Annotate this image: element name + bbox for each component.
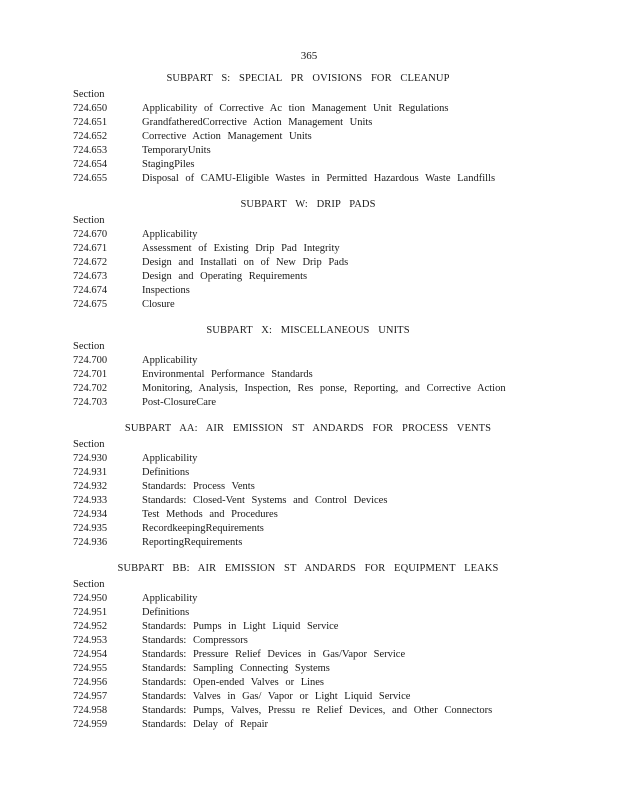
toc-row (73, 718, 543, 732)
subpart-title: SUBPART X: MISCELLANEOUS UNITS (206, 325, 410, 336)
section-title: Standards: Delay of Repair (142, 719, 269, 730)
toc-row (73, 494, 543, 508)
section-title: RecordkeepingRequirements (142, 523, 264, 534)
section-title: Applicability of Corrective Ac tion Management Unit Regulations (142, 103, 449, 114)
section-number: 724.655 (73, 173, 108, 184)
section-number: 724.650 (73, 103, 108, 114)
section-number: 724.956 (73, 677, 108, 688)
section-title: Definitions (142, 467, 190, 478)
toc-row (73, 298, 543, 312)
section-label: Section (73, 439, 105, 450)
section-number: 724.950 (73, 593, 108, 604)
section-title: ReportingRequirements (142, 537, 243, 548)
section-number: 724.953 (73, 635, 108, 646)
section-number: 724.931 (73, 467, 108, 478)
toc-row (73, 662, 543, 676)
subpart-title: SUBPART AA: AIR EMISSION ST ANDARDS FOR PROCESS VENTS (124, 423, 492, 434)
section-title: Closure (142, 299, 175, 310)
toc-row (73, 522, 543, 536)
section-title: Standards: Pumps, Valves, Pressu re Relief Devices, and Other Connectors (142, 705, 493, 716)
section-number: 724.702 (73, 383, 108, 394)
section-title: Applicability (142, 355, 198, 366)
toc-row (73, 704, 543, 718)
section-number: 724.700 (73, 355, 108, 366)
toc-row (73, 452, 543, 466)
section-number: 724.936 (73, 537, 108, 548)
toc-row (73, 256, 543, 270)
section-title: Standards: Open-ended Valves or Lines (142, 677, 325, 688)
toc-row (73, 690, 543, 704)
toc-row (73, 620, 543, 634)
section-title: Post-ClosureCare (142, 397, 217, 408)
section-number: 724.932 (73, 481, 108, 492)
section-number: 724.933 (73, 495, 108, 506)
section-number: 724.703 (73, 397, 108, 408)
section-label: Section (73, 341, 105, 352)
section-title: Standards: Pressure Relief Devices in Gas/Vapor Service (142, 649, 406, 660)
section-title: Applicability (142, 229, 198, 240)
section-number: 724.954 (73, 649, 108, 660)
page-number: 365 (300, 50, 318, 62)
section-number: 724.675 (73, 299, 108, 310)
subpart-w (73, 198, 543, 312)
section-number: 724.672 (73, 257, 108, 268)
section-number: 724.701 (73, 369, 108, 380)
toc-row (73, 676, 543, 690)
section-title: Applicability (142, 593, 198, 604)
section-title: Standards: Pumps in Light Liquid Service (142, 621, 339, 632)
toc-row (73, 228, 543, 242)
section-number: 724.930 (73, 453, 108, 464)
section-label: Section (73, 579, 105, 590)
section-label: Section (73, 89, 105, 100)
section-title: TemporaryUnits (142, 145, 211, 156)
toc-row (73, 634, 543, 648)
section-title: GrandfatheredCorrective Action Management Units (142, 117, 373, 128)
section-number: 724.652 (73, 131, 108, 142)
toc-row (73, 606, 543, 620)
toc-row (73, 270, 543, 284)
toc-row (73, 648, 543, 662)
section-number: 724.955 (73, 663, 108, 674)
subpart-title: SUBPART S: SPECIAL PR OVISIONS FOR CLEANUP (166, 73, 450, 84)
subpart-aa (73, 422, 543, 550)
subpart-title: SUBPART W: DRIP PADS (240, 199, 376, 210)
section-title: Definitions (142, 607, 190, 618)
section-title: Environmental Performance Standards (142, 369, 313, 380)
section-number: 724.951 (73, 607, 108, 618)
section-title: Design and Installati on of New Drip Pads (142, 257, 349, 268)
toc-row (73, 144, 543, 158)
toc-row (73, 536, 543, 550)
section-title: Assessment of Existing Drip Pad Integrity (142, 243, 340, 254)
toc-row (73, 368, 543, 382)
section-number: 724.674 (73, 285, 108, 296)
toc-row (73, 130, 543, 144)
section-title: Standards: Compressors (142, 635, 248, 646)
section-number: 724.671 (73, 243, 108, 254)
toc-row (73, 242, 543, 256)
section-number: 724.651 (73, 117, 108, 128)
section-title: Test Methods and Procedures (142, 509, 278, 520)
toc-row (73, 354, 543, 368)
table-of-contents (73, 72, 543, 732)
toc-row (73, 480, 543, 494)
subpart-s (73, 72, 543, 186)
toc-row (73, 172, 543, 186)
toc-row (73, 508, 543, 522)
toc-row (73, 116, 543, 130)
section-number: 724.957 (73, 691, 108, 702)
section-number: 724.670 (73, 229, 108, 240)
subpart-bb (73, 562, 543, 732)
section-title: Standards: Valves in Gas/ Vapor or Light Liquid Service (142, 691, 411, 702)
section-title: Standards: Process Vents (142, 481, 255, 492)
toc-row (73, 158, 543, 172)
section-number: 724.653 (73, 145, 108, 156)
section-title: StagingPiles (142, 159, 195, 170)
toc-row (73, 396, 543, 410)
toc-row (73, 284, 543, 298)
section-number: 724.952 (73, 621, 108, 632)
section-title: Monitoring, Analysis, Inspection, Res ponse, Reporting, and Corrective Action (142, 383, 506, 394)
section-number: 724.654 (73, 159, 108, 170)
section-title: Inspections (142, 285, 190, 296)
section-title: Design and Operating Requirements (142, 271, 308, 282)
section-title: Standards: Sampling Connecting Systems (142, 663, 330, 674)
toc-row (73, 592, 543, 606)
section-label: Section (73, 215, 105, 226)
section-title: Corrective Action Management Units (142, 131, 312, 142)
section-number: 724.935 (73, 523, 108, 534)
section-number: 724.673 (73, 271, 108, 282)
subpart-title: SUBPART BB: AIR EMISSION ST ANDARDS FOR EQUIPMENT LEAKS (117, 563, 499, 574)
section-number: 724.958 (73, 705, 108, 716)
toc-row (73, 466, 543, 480)
section-number: 724.959 (73, 719, 108, 730)
subpart-x (73, 324, 543, 410)
section-number: 724.934 (73, 509, 108, 520)
section-title: Standards: Closed-Vent Systems and Control Devices (142, 495, 388, 506)
toc-row (73, 382, 543, 396)
section-title: Applicability (142, 453, 198, 464)
section-title: Disposal of CAMU-Eligible Wastes in Permitted Hazardous Waste Landfills (142, 173, 496, 184)
toc-row (73, 102, 543, 116)
